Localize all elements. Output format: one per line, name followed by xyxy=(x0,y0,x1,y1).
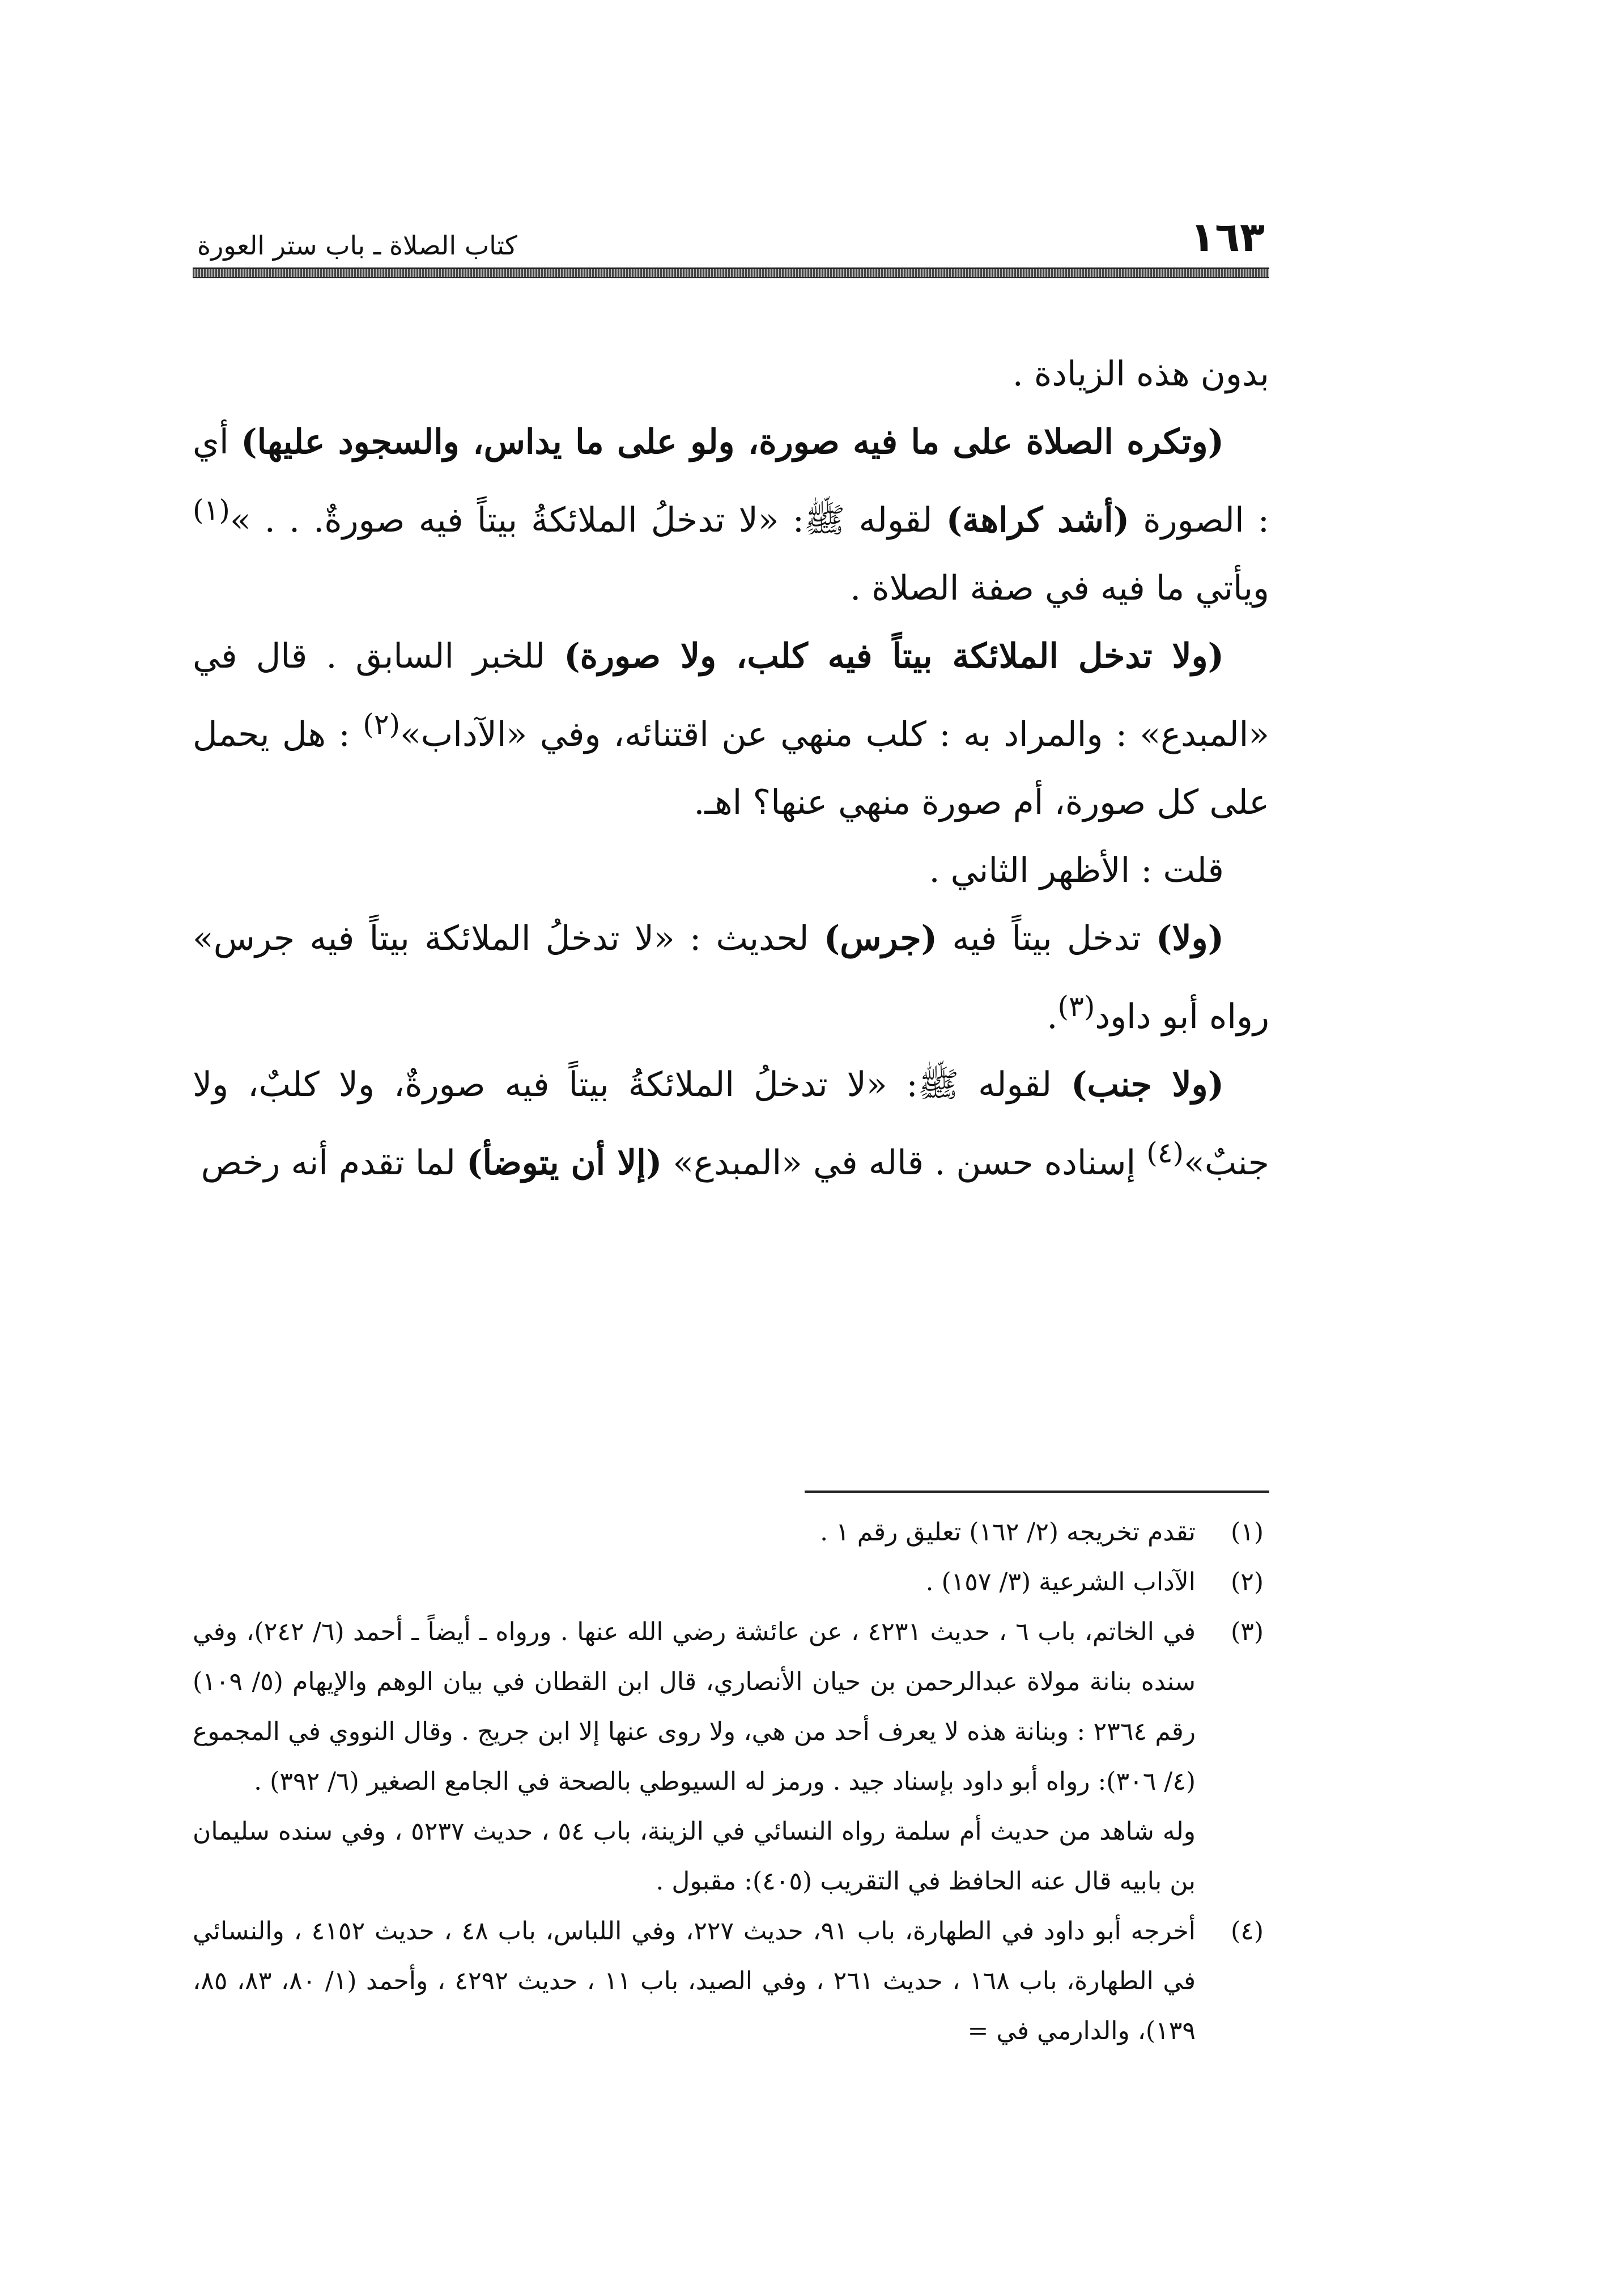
bold-text: (إلا أن يتوضأ) xyxy=(466,1143,662,1183)
paragraph xyxy=(193,836,1269,905)
footnote xyxy=(193,1508,1269,1557)
paragraph xyxy=(193,408,1269,622)
bold-text: (ولا جنب) xyxy=(1071,1065,1224,1105)
footnote-number: (٤) xyxy=(1231,1917,1264,1946)
footnote-ref: (٤) xyxy=(1146,1136,1184,1169)
text: . xyxy=(1047,997,1058,1037)
paragraph xyxy=(193,622,1269,836)
footnote-number: (٣) xyxy=(1231,1617,1264,1646)
footnote-text: وله شاهد من حديث أم سلمة رواه النسائي في الزينة، باب ٥٤ ، حديث ٥٢٣٧ ، وفي سنده سليمان بن بابيه قال عنه الحافظ في التقريب (٤٠٥): مقبول . xyxy=(193,1817,1196,1896)
footnote xyxy=(193,1557,1269,1607)
footnote-separator xyxy=(805,1491,1269,1493)
text: للخبر السابق . قال في «المبدع» : والمراد به : كلب منهي عن اقتنائه، وفي «الآداب» xyxy=(193,636,1270,754)
text: أي : الصورة xyxy=(193,422,1269,540)
paragraph xyxy=(193,905,1269,1051)
footnote-ref: (٣) xyxy=(1057,990,1095,1023)
running-title: كتاب الصلاة ـ باب ستر العورة xyxy=(197,230,517,261)
text: تدخل بيتاً فيه xyxy=(937,919,1156,958)
bold-text: (ولا) xyxy=(1156,919,1224,958)
bold-text: (ولا تدخل الملائكة بيتاً فيه كلب، ولا صورة) xyxy=(564,636,1225,676)
footnote-text: الآداب الشرعية (٣/ ١٥٧) . xyxy=(925,1568,1196,1596)
text: ويأتي ما فيه في صفة الصلاة . xyxy=(850,568,1269,608)
footnote-ref: (١) xyxy=(193,494,230,526)
text: لحديث : «لا تدخلُ الملائكة بيتاً فيه جرس» رواه أبو داود xyxy=(193,919,1269,1037)
footnote-ref: (٢) xyxy=(363,708,401,741)
text: : هل يحمل على كل صورة، أم صورة منهي عنها؟ اهـ. xyxy=(193,715,1269,822)
text: إسناده حسن . قاله في «المبدع» xyxy=(662,1143,1147,1183)
footnote-text: في الخاتم، باب ٦ ، حديث ٤٢٣١ ، عن عائشة رضي الله عنها . ورواه ـ أيضاً ـ أحمد (٦/ ٢٤٢)، وفي سنده بنانة مولاة عبدالرحمن بن حيان الأنصاري، قال ابن القطان في بيان الوهم والإيهام (٥/ ١٠٩) رقم ٢٣٦٤ : وبنانة هذه لا يعرف أحد من هي، ولا روى عنها إلا ابن جريج . وقال النووي في المجموع (٤/ ٣٠٦): رواه أبو داود بإسناد جيد . ورمز له السيوطي بالصحة في الجامع الصغير (٦/ ٣٩٢) . xyxy=(193,1617,1196,1796)
main-text xyxy=(193,340,1269,1197)
footnote-text: تقدم تخريجه (٢/ ١٦٢) تعليق رقم ١ . xyxy=(820,1518,1196,1547)
bold-text: (أشد كراهة) xyxy=(946,500,1130,540)
text: لما تقدم أنه رخص xyxy=(201,1143,467,1183)
header-rule xyxy=(193,267,1269,278)
paragraph xyxy=(193,1051,1269,1197)
text: بدون هذه الزيادة . xyxy=(1012,354,1269,394)
paragraph xyxy=(193,340,1269,408)
footnote-number: (١) xyxy=(1231,1518,1264,1547)
footnote xyxy=(193,1906,1269,2056)
page-header xyxy=(193,193,1269,261)
bold-text: (وتكره الصلاة على ما فيه صورة، ولو على ما يداس، والسجود عليها) xyxy=(241,422,1224,462)
footnotes xyxy=(193,1508,1269,2056)
text: قلت : الأظهر الثاني . xyxy=(929,851,1224,890)
text: لقوله ﷺ: «لا تدخلُ الملائكةُ بيتاً فيه صورةٌ. . . » xyxy=(229,500,946,540)
book-page xyxy=(193,193,1269,2176)
footnote-text: أخرجه أبو داود في الطهارة، باب ٩١، حديث ٢٢٧، وفي اللباس، باب ٤٨ ، حديث ٤١٥٢ ، والنسائي في الطهارة، باب ١٦٨ ، حديث ٢٦١ ، وفي الصيد، باب ١١ ، حديث ٤٢٩٢ ، وأحمد (١/ ٨٠، ٨٣، ٨٥، ١٣٩)، والدارمي في = xyxy=(193,1917,1196,2045)
page-number: ١٦٣ xyxy=(1190,213,1265,261)
footnote-number: (٢) xyxy=(1231,1568,1264,1596)
text: لقوله ﷺ: «لا تدخلُ الملائكةُ بيتاً فيه صورةٌ، ولا كلبٌ، ولا جنبٌ» xyxy=(193,1065,1269,1183)
footnote xyxy=(193,1607,1269,1906)
bold-text: (جرس) xyxy=(823,919,938,958)
